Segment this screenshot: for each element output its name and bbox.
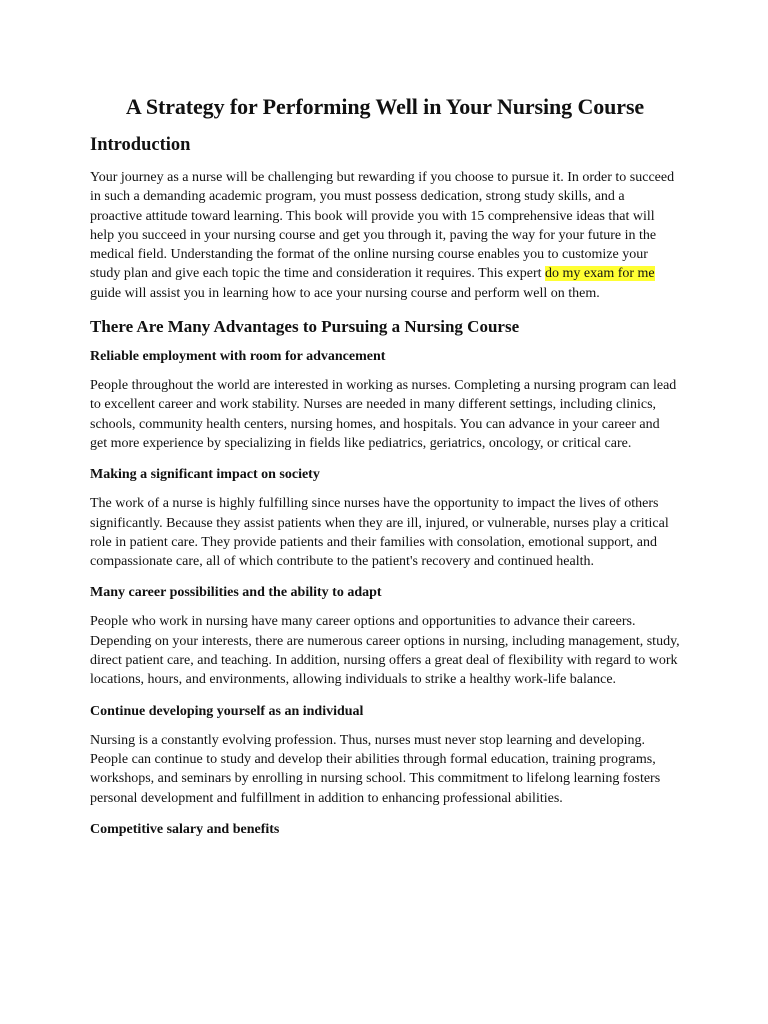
introduction-paragraph [90, 168, 680, 303]
section-heading-salary: Competitive salary and benefits [90, 821, 280, 837]
section-heading-employment: Reliable employment with room for advancement [90, 349, 386, 365]
section-text-development: Nursing is a constantly evolving profession. Thus, nurses must never stop learning and developing. People can continue to study and develop their abilities through formal education, training programs, workshops, and seminars by enrolling in nursing school. This commitment to lifelong learning fosters personal development and fulfillment in addition to enhancing professional abilities. [90, 732, 661, 806]
section-text-career: People who work in nursing have many career options and opportunities to advance their careers. Depending on your interests, there are numerous career options in nursing, including management, study, direct patient care, and teaching. In addition, nursing offers a great deal of flexibility with regard to work locations, hours, and environments, allowing individuals to strike a healthy work-life balance. [90, 614, 680, 688]
introduction-text-before-link: Your journey as a nurse will be challenging but rewarding if you choose to pursue it. In order to succeed in such a demanding academic program, you must possess dedication, strong study skills, and a proactive attitude toward learning. This book will provide you with 15 comprehensive ideas that will help you succeed in your nursing course and get you through it, paving the way for your future in the medical field. Understanding the format of the online nursing course enables you to customize your study plan and give each topic the time and consideration it requires. This expert [90, 170, 675, 282]
section-heading-development: Continue developing yourself as an individual [90, 703, 364, 719]
section-heading-career: Many career possibilities and the ability to adapt [90, 585, 382, 601]
highlighted-link[interactable]: do my exam for me [545, 266, 655, 282]
section-heading-impact: Making a significant impact on society [90, 467, 320, 483]
document-title: A Strategy for Performing Well in Your Nursing Course [125, 94, 645, 119]
document-page [90, 92, 680, 849]
introduction-text-after-link: guide will assist you in learning how to ace your nursing course and perform well on them. [90, 285, 600, 301]
section-text-impact: The work of a nurse is highly fulfilling since nurses have the opportunity to impact the lives of others significantly. Because they assist patients when they are ill, injured, or vulnerable, nurses play a critical role in patient care. They provide patients and their families with consolation, emotional support, and compassionate care, all of which contribute to the patient's recovery and continued health. [90, 496, 669, 570]
introduction-heading: Introduction [90, 135, 191, 155]
section-text-employment: People throughout the world are interested in working as nurses. Completing a nursing program can lead to excellent career and work stability. Nurses are needed in many different settings, including clinics, schools, community health centers, nursing homes, and hospitals. You can advance in your career and get more experience by specializing in fields like pediatrics, geriatrics, oncology, or critical care. [90, 378, 677, 451]
advantages-heading: There Are Many Advantages to Pursuing a Nursing Course [90, 317, 520, 337]
